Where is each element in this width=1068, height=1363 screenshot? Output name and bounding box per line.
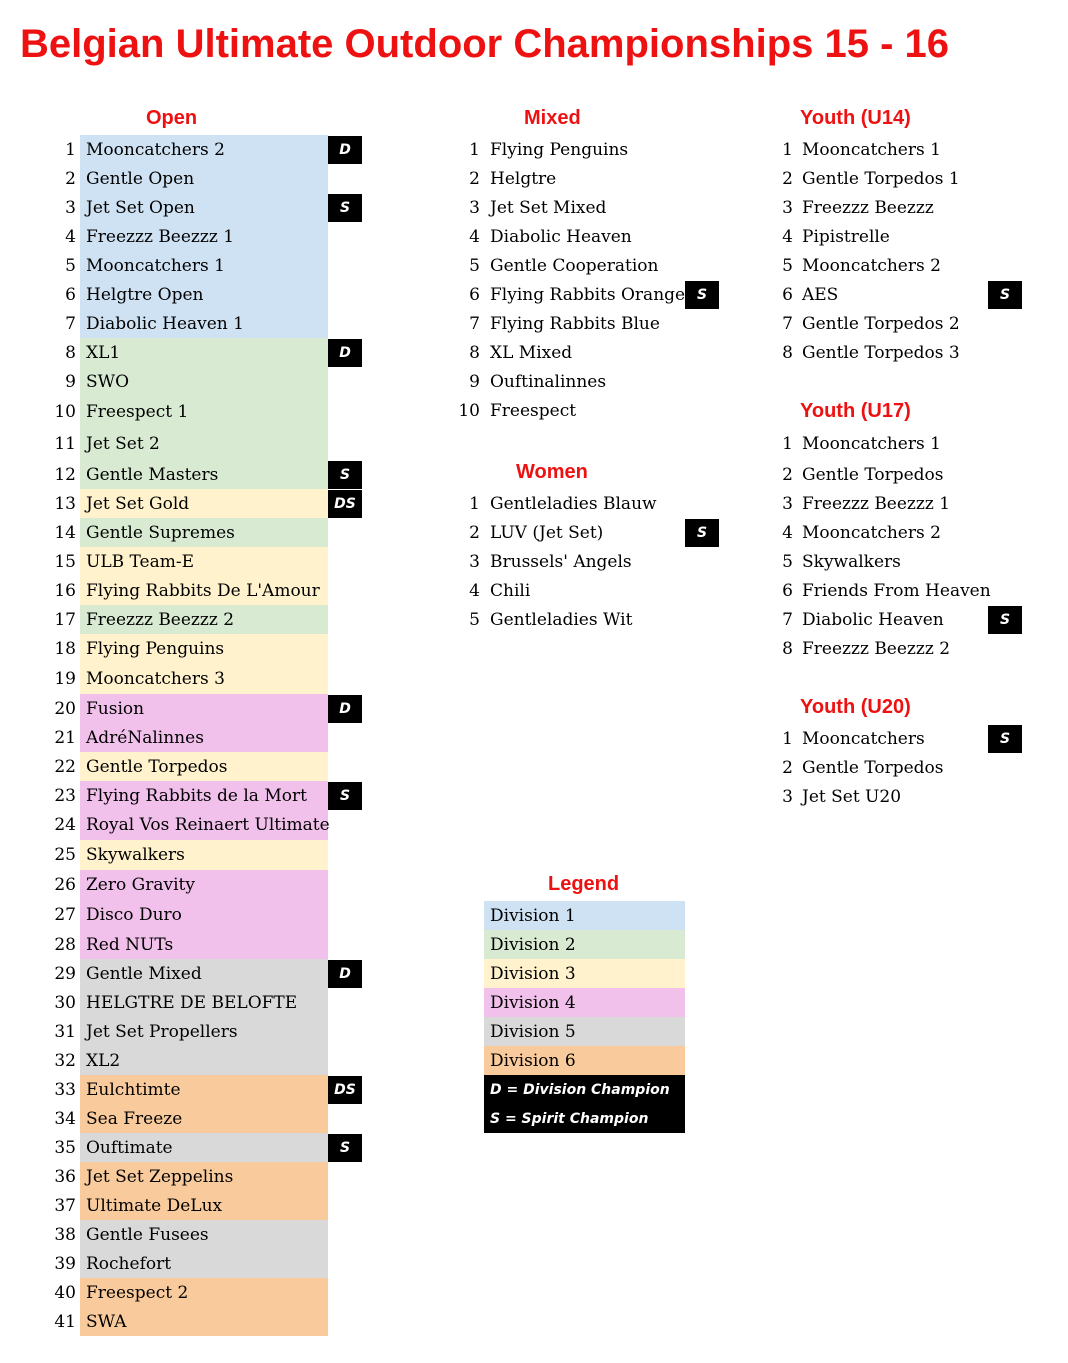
spirit-badge: S [685,281,719,309]
u14-heading: Youth (U14) [800,107,911,129]
rank-number: 18 [54,638,76,659]
rank-number: 4 [65,226,76,247]
rank-number: 15 [54,551,76,572]
team-name: XL1 [80,338,328,367]
team-name: Ultimate DeLux [80,1191,328,1220]
rank-number: 20 [54,698,76,719]
legend-division-champion: D = Division Champion [484,1075,685,1104]
legend-division-3: Division 3 [484,959,685,988]
team-name: Skywalkers [802,551,901,572]
u17-heading: Youth (U17) [800,400,911,422]
spirit-badge: S [685,519,719,547]
rank-number: 1 [782,434,793,454]
rank-number: 8 [469,342,480,363]
rank-number: 6 [469,284,480,305]
rank-number: 7 [782,313,793,334]
rank-number: 1 [469,493,480,514]
legend-heading: Legend [548,873,620,895]
spirit-badge: S [988,606,1022,634]
team-name: Jet Set U20 [802,786,902,807]
rank-number: 3 [469,197,480,218]
rank-number: 3 [782,197,793,218]
team-name: Jet Set Propellers [80,1017,328,1046]
women-heading: Women [516,461,588,483]
team-name: Sea Freeze [80,1104,328,1133]
page-title: Belgian Ultimate Outdoor Championships 15 - 16 [20,22,950,66]
team-name: Rochefort [80,1249,328,1278]
team-name: Freespect 2 [80,1278,328,1307]
team-name: Diabolic Heaven [802,609,944,630]
team-name: Mooncatchers 2 [80,135,328,164]
team-name: AES [802,284,839,305]
rank-number: 7 [65,313,76,334]
rank-number: 33 [54,1079,76,1100]
division-badge: D [328,960,362,988]
rank-number: 24 [54,815,76,835]
team-name: Flying Rabbits De L'Amour [80,576,328,605]
rank-number: 17 [54,609,76,630]
division-badge: D [328,136,362,164]
rank-number: 40 [54,1282,76,1303]
rank-number: 2 [782,168,793,189]
team-name: Ouftimate [80,1133,328,1162]
rank-number: 6 [782,284,793,305]
team-name: ULB Team-E [80,547,328,576]
rank-number: 5 [782,255,793,276]
team-name: Gentle Mixed [80,959,328,988]
spirit-badge: S [328,461,362,489]
rank-number: 19 [54,668,76,689]
team-name: Jet Set Zeppelins [80,1162,328,1191]
rank-number: 3 [782,493,793,514]
team-name: Skywalkers [80,840,328,870]
team-name: Freespect 1 [80,396,328,428]
team-name: Zero Gravity [80,870,328,900]
rank-number: 5 [469,609,480,630]
team-name: AdréNalinnes [80,723,328,752]
team-name: Gentle Torpedos [802,757,944,778]
spirit-badge: S [988,725,1022,753]
rank-number: 34 [54,1108,76,1129]
rank-number: 38 [54,1224,76,1245]
rank-number: 4 [469,580,480,601]
team-name: Diabolic Heaven [490,226,632,247]
rank-number: 3 [65,197,76,218]
team-name: Mooncatchers 2 [802,522,941,543]
team-name: Gentle Torpedos [802,464,944,485]
rank-number: 2 [782,464,793,485]
rank-number: 25 [54,845,76,865]
team-name: Gentleladies Wit [490,609,633,630]
rank-number: 2 [782,757,793,778]
team-name: Gentle Masters [80,460,328,489]
rank-number: 27 [54,905,76,925]
rank-number: 39 [54,1253,76,1274]
rank-number: 12 [54,464,76,485]
mixed-heading: Mixed [524,107,581,129]
team-name: Flying Penguins [490,139,629,160]
rank-number: 37 [54,1195,76,1216]
u20-heading: Youth (U20) [800,696,911,718]
team-name: Mooncatchers 1 [802,434,941,454]
rank-number: 11 [54,434,76,454]
team-name: Mooncatchers 1 [802,139,941,160]
team-name: SWO [80,367,328,396]
team-name: Gentle Supremes [80,518,328,547]
team-name: Mooncatchers 3 [80,663,328,694]
team-name: Ouftinalinnes [490,371,607,392]
rank-number: 10 [54,402,76,422]
rank-number: 4 [782,226,793,247]
rank-number: 5 [469,255,480,276]
rank-number: 41 [54,1311,76,1332]
rank-number: 2 [469,168,480,189]
team-name: Diabolic Heaven 1 [80,309,328,338]
team-name: Flying Rabbits de la Mort [80,781,328,810]
team-name: Flying Penguins [80,634,328,663]
rank-number: 8 [65,342,76,363]
team-name: Mooncatchers [802,728,925,749]
legend-division-6: Division 6 [484,1046,685,1075]
rank-number: 31 [54,1021,76,1042]
division-badge: D [328,695,362,723]
team-name: Flying Rabbits Orange [490,284,686,305]
legend-division-1: Division 1 [484,901,685,930]
rank-number: 23 [54,785,76,806]
rank-number: 7 [469,313,480,334]
rank-number: 9 [469,371,480,392]
rank-number: 32 [54,1050,76,1071]
team-name: Mooncatchers 2 [802,255,941,276]
spirit-badge: S [328,782,362,810]
spirit-badge: S [988,281,1022,309]
team-name: XL Mixed [490,342,573,363]
rank-number: 35 [54,1137,76,1158]
rank-number: 1 [782,139,793,160]
team-name: Freespect [490,400,577,421]
rank-number: 1 [782,728,793,749]
team-name: Gentle Fusees [80,1220,328,1249]
rank-number: 2 [469,522,480,543]
rank-number: 8 [782,638,793,659]
rank-number: 14 [54,522,76,543]
rank-number: 5 [65,255,76,276]
legend-spirit-champion: S = Spirit Champion [484,1104,685,1133]
rank-number: 6 [65,284,76,305]
team-name: Gentle Open [80,164,328,193]
rank-number: 9 [65,371,76,392]
team-name: Red NUTs [80,930,328,959]
team-name: Gentle Torpedos 2 [802,313,960,334]
rank-number: 4 [782,522,793,543]
team-name: Jet Set Gold [80,489,328,518]
rank-number: 2 [65,168,76,189]
team-name: Brussels' Angels [490,551,632,572]
rank-number: 5 [782,551,793,572]
team-name: XL2 [80,1046,328,1075]
team-name: Helgtre Open [80,280,328,309]
team-name: Freezzz Beezzz [802,197,934,218]
team-name: Flying Rabbits Blue [490,313,660,334]
division-badge: D [328,339,362,367]
rank-number: 3 [469,551,480,572]
rank-number: 10 [458,400,480,421]
rank-number: 22 [54,756,76,777]
open-heading: Open [146,107,198,129]
rank-number: 26 [54,875,76,895]
team-name: Helgtre [490,168,557,189]
rank-number: 8 [782,342,793,363]
rank-number: 29 [54,963,76,984]
rank-number: 13 [54,493,76,514]
legend-division-4: Division 4 [484,988,685,1017]
team-name: Mooncatchers 1 [80,251,328,280]
team-name: Pipistrelle [802,226,890,247]
spirit-badge: S [328,194,362,222]
team-name: Jet Set Open [80,193,328,222]
rank-number: 3 [782,786,793,807]
spirit-badge: S [328,1134,362,1162]
team-name: LUV (Jet Set) [490,522,604,543]
rank-number: 1 [65,139,76,160]
team-name: Gentle Torpedos [80,752,328,781]
team-name: Gentleladies Blauw [490,493,657,514]
team-name: Gentle Torpedos 3 [802,342,960,363]
team-name: Royal Vos Reinaert Ultimate [80,810,328,840]
team-name: Jet Set Mixed [490,197,607,218]
legend-division-2: Division 2 [484,930,685,959]
rank-number: 4 [469,226,480,247]
team-name: Freezzz Beezzz 1 [802,493,951,514]
team-name: Jet Set 2 [80,428,328,460]
rank-number: 30 [54,992,76,1013]
division-spirit-badge: DS [328,1076,362,1104]
rank-number: 6 [782,580,793,601]
team-name: Gentle Torpedos 1 [802,168,960,189]
team-name: Fusion [80,694,328,723]
division-spirit-badge: DS [328,490,362,518]
team-name: Disco Duro [80,900,328,930]
team-name: Freezzz Beezzz 1 [80,222,328,251]
rank-number: 28 [54,934,76,955]
team-name: Freezzz Beezzz 2 [80,605,328,634]
team-name: Gentle Cooperation [490,255,659,276]
team-name: Eulchtimte [80,1075,328,1104]
team-name: Freezzz Beezzz 2 [802,638,951,659]
rank-number: 7 [782,609,793,630]
team-name: Friends From Heaven [802,580,991,601]
rank-number: 1 [469,139,480,160]
team-name: SWA [80,1307,328,1336]
rank-number: 36 [54,1166,76,1187]
rank-number: 16 [54,580,76,601]
legend-division-5: Division 5 [484,1017,685,1046]
team-name: Chili [490,580,531,601]
team-name: HELGTRE DE BELOFTE [80,988,328,1017]
rank-number: 21 [54,727,76,748]
